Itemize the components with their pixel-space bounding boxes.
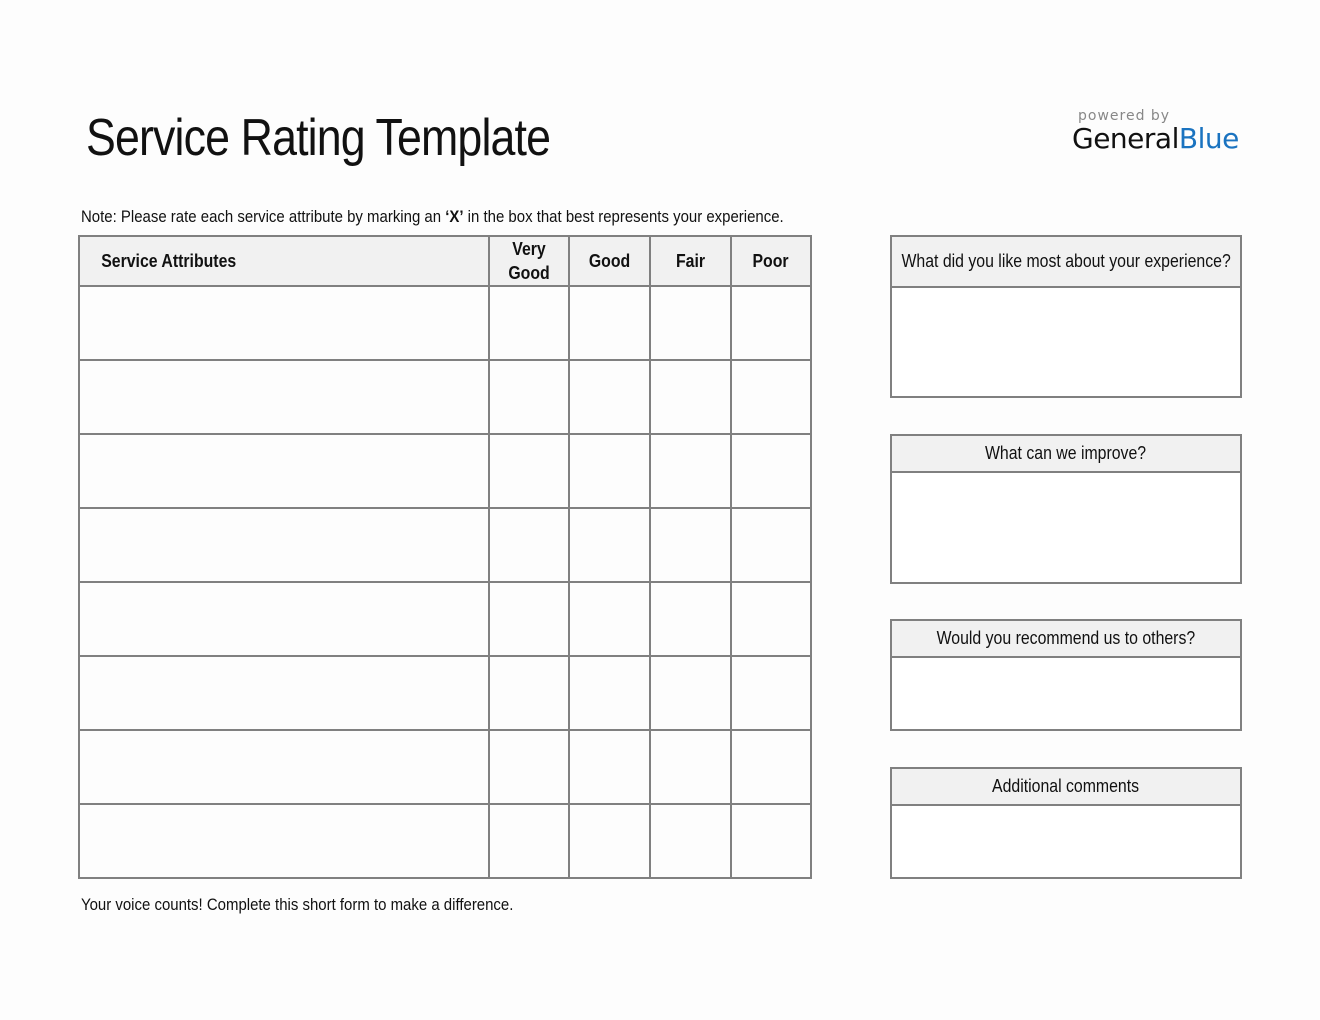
table-row xyxy=(79,434,811,508)
good-cell[interactable] xyxy=(569,804,650,878)
poor-cell[interactable] xyxy=(731,804,811,878)
table-header-row xyxy=(79,236,811,286)
feedback-box-liked-most[interactable] xyxy=(890,235,1242,398)
good-cell[interactable] xyxy=(569,508,650,582)
brand-logo xyxy=(1072,108,1242,155)
very-good-cell[interactable] xyxy=(489,360,569,434)
very-good-cell[interactable] xyxy=(489,656,569,730)
fair-cell[interactable] xyxy=(650,508,731,582)
very-good-cell[interactable] xyxy=(489,508,569,582)
feedback-question: What did you like most about your experience? xyxy=(892,237,1240,288)
feedback-question: Would you recommend us to others? xyxy=(892,621,1240,658)
header-fair: Fair xyxy=(650,236,731,286)
poor-cell[interactable] xyxy=(731,656,811,730)
very-good-cell[interactable] xyxy=(489,804,569,878)
fair-cell[interactable] xyxy=(650,434,731,508)
poor-cell[interactable] xyxy=(731,286,811,360)
header-very-good: Very Good xyxy=(489,236,569,286)
fair-cell[interactable] xyxy=(650,286,731,360)
table-row xyxy=(79,508,811,582)
header-good: Good xyxy=(569,236,650,286)
poor-cell[interactable] xyxy=(731,434,811,508)
feedback-question: Additional comments xyxy=(892,769,1240,806)
very-good-cell[interactable] xyxy=(489,434,569,508)
table-row xyxy=(79,582,811,656)
feedback-box-recommend[interactable] xyxy=(890,619,1242,731)
good-cell[interactable] xyxy=(569,434,650,508)
table-row xyxy=(79,360,811,434)
fair-cell[interactable] xyxy=(650,730,731,804)
poor-cell[interactable] xyxy=(731,730,811,804)
attribute-cell[interactable] xyxy=(79,434,489,508)
attribute-cell[interactable] xyxy=(79,730,489,804)
poor-cell[interactable] xyxy=(731,508,811,582)
attribute-cell[interactable] xyxy=(79,286,489,360)
attribute-cell[interactable] xyxy=(79,582,489,656)
poor-cell[interactable] xyxy=(731,582,811,656)
table-row xyxy=(79,804,811,878)
good-cell[interactable] xyxy=(569,360,650,434)
good-cell[interactable] xyxy=(569,730,650,804)
page-title: Service Rating Template xyxy=(86,109,551,167)
fair-cell[interactable] xyxy=(650,804,731,878)
footer-note: Your voice counts! Complete this short form to make a difference. xyxy=(81,895,514,914)
feedback-box-additional-comments[interactable] xyxy=(890,767,1242,879)
header-service-attributes: Service Attributes xyxy=(79,236,489,286)
good-cell[interactable] xyxy=(569,286,650,360)
powered-by-label: powered by xyxy=(1078,108,1171,124)
table-row xyxy=(79,656,811,730)
attribute-cell[interactable] xyxy=(79,804,489,878)
poor-cell[interactable] xyxy=(731,360,811,434)
brand-name: GeneralBlue xyxy=(1072,122,1239,155)
attribute-cell[interactable] xyxy=(79,360,489,434)
attribute-cell[interactable] xyxy=(79,508,489,582)
attribute-cell[interactable] xyxy=(79,656,489,730)
table-row xyxy=(79,730,811,804)
table-row xyxy=(79,286,811,360)
good-cell[interactable] xyxy=(569,656,650,730)
very-good-cell[interactable] xyxy=(489,730,569,804)
header-poor: Poor xyxy=(731,236,811,286)
rating-table xyxy=(78,235,812,879)
feedback-question: What can we improve? xyxy=(892,436,1240,473)
fair-cell[interactable] xyxy=(650,656,731,730)
instruction-note: Note: Please rate each service attribute by marking an ‘X’ in the box that best represents your experience. xyxy=(81,207,784,226)
fair-cell[interactable] xyxy=(650,360,731,434)
very-good-cell[interactable] xyxy=(489,286,569,360)
feedback-box-improve[interactable] xyxy=(890,434,1242,584)
very-good-cell[interactable] xyxy=(489,582,569,656)
good-cell[interactable] xyxy=(569,582,650,656)
fair-cell[interactable] xyxy=(650,582,731,656)
